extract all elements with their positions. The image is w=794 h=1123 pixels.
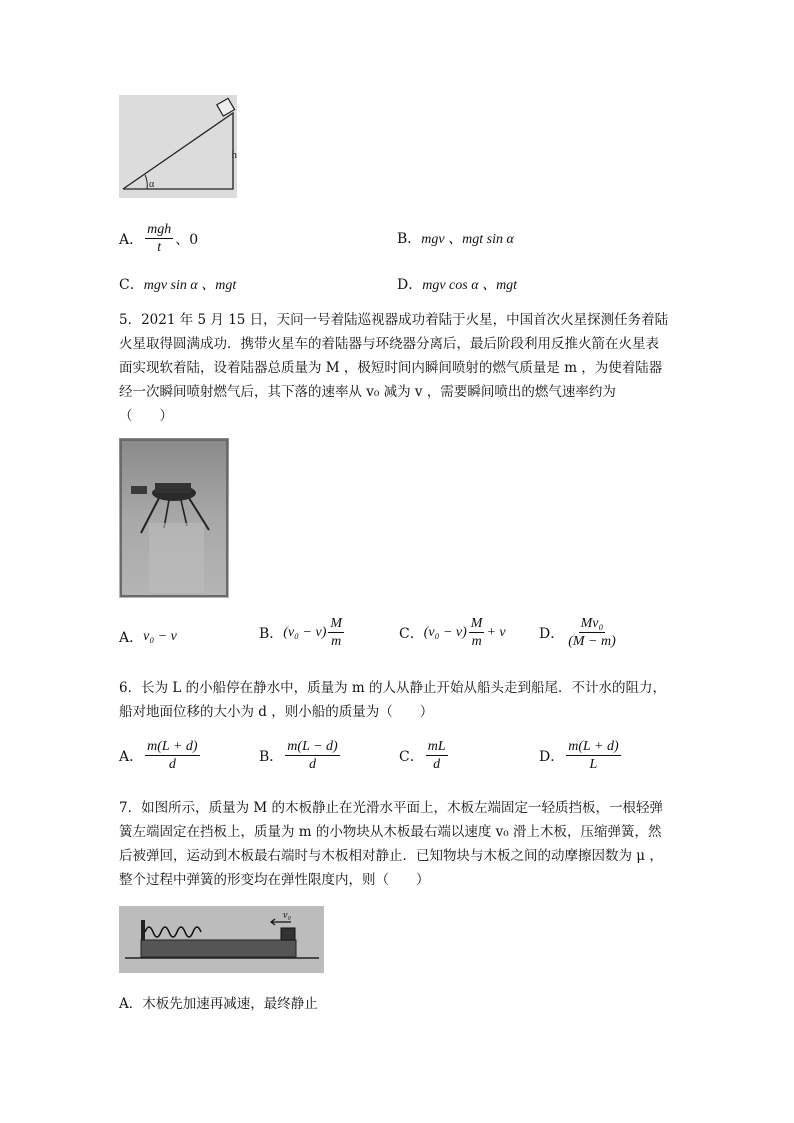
q5-option-d: D． $\frac{\text{Mv₀}}{(M - m)}$ <box>539 616 616 650</box>
board-spring-diagram <box>119 906 324 973</box>
q6-option-b: B． $\frac{m(L - d)}{d}$ <box>259 739 338 773</box>
q6-b-fraction: $\frac{m(L - d)}{d}$ <box>287 739 338 773</box>
q6-d-fraction: $\frac{m(L + d)}{L}$ <box>568 739 619 773</box>
question-6-text: 6．长为 L 的小船停在静水中，质量为 m 的人从静止开始从船头走到船尾．不计水的阻力， 船对地面位移的大小为 d ，则小船的质量为（ ） <box>119 680 667 720</box>
question-5-text: 5．2021 年 5 月 15 日，天问一号着陆巡视器成功着陆于火星，中国首次火星探测任务着陆 火星取得圆满成功．携带火星车的着陆器与环绕器分离后，最后阶段利用反推火箭在火星表 面实现软着陆，设着陆器总质量为 M ，极短时间内瞬间喷射的燃气质量是 m ，为使着陆器 经一次瞬间喷射燃气后，其下落的速率从 v₀ 减为 v ，需要瞬间喷出的燃气速率约为 （ ） <box>119 312 669 424</box>
height-label: h <box>231 149 237 161</box>
q5-d-fraction: $\frac{\text{Mv₀}}{(M - m)}$ <box>568 616 616 650</box>
lander-image <box>119 438 229 598</box>
q5-option-c: C． (v₀ − v) $\frac{M}{m}$ + v <box>399 616 506 650</box>
q5-option-b: B． (v₀ − v) $\frac{M}{m}$ <box>259 616 343 650</box>
q7-option-a: A．木板先加速再减速，最终静止 <box>119 996 318 1012</box>
q5-c-fraction: $\frac{M}{m}$ <box>470 616 483 650</box>
q6-c-fraction: $\frac{mL}{d}$ <box>427 739 446 773</box>
incline-figure <box>119 95 237 198</box>
angle-label: α <box>149 179 155 190</box>
incline-diagram <box>119 95 237 198</box>
q6-option-c: C． $\frac{mL}{d}$ <box>399 739 446 773</box>
mars-lander-photo <box>119 438 229 598</box>
question-7-text: 7．如图所示，质量为 M 的木板静止在光滑水平面上，木板左端固定一轻质挡板，一根轻弹 簧左端固定在挡板上，质量为 m 的小物块从木板最右端以速度 v₀ 滑上木板，压缩弹簧，然 后被弹回，运动到木板最右端时与木板相对静止．已知物块与木板之间的动摩擦因数为 μ ， 整个过程中弹簧的形变均在弹性限度内，则（ ） <box>119 800 663 888</box>
q6-option-a: A． $\frac{m(L + d)}{d}$ <box>119 739 198 773</box>
velocity-label: v₀ <box>283 910 291 921</box>
q5-option-a: A． v₀ − v <box>119 629 177 646</box>
q4-option-a: A． $\frac{\text{mgh}}{t}$ 、0 <box>119 222 199 256</box>
q4-option-d: D． mgv cos α 、mgt <box>397 277 518 293</box>
q4-a-fraction: $\frac{\text{mgh}}{t}$ <box>147 222 172 256</box>
q4-option-b: B． mgv 、mgt sin α <box>397 231 514 247</box>
q4-option-c: C． mgv sin α 、mgt <box>119 277 237 293</box>
board-spring-figure <box>119 906 324 973</box>
q5-b-fraction: $\frac{M}{m}$ <box>330 616 343 650</box>
q6-option-d: D． $\frac{m(L + d)}{L}$ <box>539 739 619 773</box>
q6-a-fraction: $\frac{m(L + d)}{d}$ <box>147 739 198 773</box>
